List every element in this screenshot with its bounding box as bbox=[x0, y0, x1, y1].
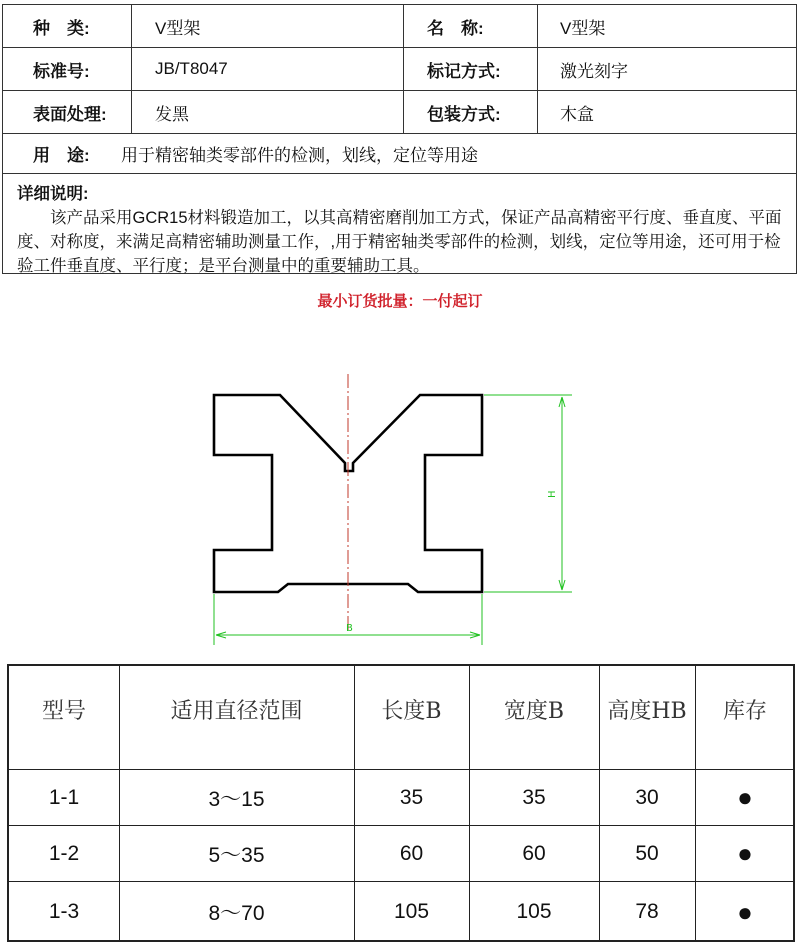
cell-length: 35 bbox=[399, 785, 424, 809]
min-order-notice: 最小订货批量：一付起订 bbox=[317, 293, 483, 310]
table-row bbox=[9, 770, 793, 826]
v-block-drawing bbox=[200, 360, 600, 650]
cell-model: 1-1 bbox=[48, 785, 80, 809]
detail-text: 该产品采用GCR15材料锻造加工，以其高精密磨削加工方式，保证产品高精密平行度、垂直度、平面度、对称度，来满足高精密辅助测量工作，,用于精密轴类零部件的检测，划线，定位等用途，还可用于检验工件垂直度、平行度；是平台测量中的重要辅助工具。 bbox=[17, 209, 782, 275]
cell-width: 35 bbox=[522, 785, 546, 809]
packing-label: 包装方式: bbox=[427, 104, 501, 124]
cell-range: 5～35 bbox=[208, 843, 265, 867]
header-model: 型号 bbox=[41, 699, 86, 724]
header-length: 长度B bbox=[381, 699, 442, 724]
header-width: 宽度B bbox=[503, 699, 565, 724]
usage-value: 用于精密轴类零部件的检测，划线，定位等用途 bbox=[121, 146, 478, 165]
header-height: 高度HB bbox=[607, 699, 687, 724]
standard-label: 标准号: bbox=[33, 61, 90, 81]
cell-width: 105 bbox=[516, 900, 552, 923]
model-table bbox=[7, 664, 795, 942]
stock-dot: ● bbox=[737, 896, 753, 927]
spec-row-surface bbox=[3, 91, 796, 134]
table-row bbox=[9, 826, 793, 882]
cell-width: 60 bbox=[522, 841, 546, 865]
cell-height: 78 bbox=[635, 900, 659, 923]
cell-length: 105 bbox=[393, 900, 430, 923]
cell-model: 1-3 bbox=[48, 900, 80, 923]
spec-row-kind bbox=[3, 5, 796, 48]
spec-table bbox=[2, 4, 797, 274]
cell-height: 50 bbox=[635, 841, 659, 865]
cell-length: 60 bbox=[399, 841, 424, 865]
height-dimension bbox=[484, 395, 572, 592]
kind-label: 种 类: bbox=[33, 18, 90, 38]
cell-height: 30 bbox=[635, 785, 659, 809]
marking-label: 标记方式: bbox=[427, 61, 501, 81]
cell-range: 8～70 bbox=[208, 902, 265, 925]
surface-value: 发黑 bbox=[155, 104, 189, 124]
cell-model: 1-2 bbox=[48, 841, 80, 865]
spec-row-standard bbox=[3, 48, 796, 91]
stock-dot: ● bbox=[737, 782, 753, 812]
packing-value: 木盒 bbox=[560, 104, 594, 124]
height-label: H bbox=[547, 490, 558, 498]
spec-row-detail bbox=[3, 174, 796, 273]
stock-dot: ● bbox=[737, 838, 753, 868]
usage-label: 用 途: bbox=[33, 146, 90, 165]
detail-block bbox=[17, 182, 788, 278]
marking-value: 激光刻字 bbox=[560, 61, 628, 81]
name-value: V型架 bbox=[560, 18, 606, 38]
header-stock: 库存 bbox=[722, 699, 767, 724]
name-label: 名 称: bbox=[427, 18, 484, 38]
kind-value: V型架 bbox=[155, 18, 201, 38]
table-header-row bbox=[9, 666, 793, 770]
header-range: 适用直径范围 bbox=[170, 699, 303, 724]
spec-row-usage bbox=[3, 134, 796, 174]
table-row bbox=[9, 882, 793, 942]
detail-heading: 详细说明: bbox=[17, 185, 89, 203]
cell-range: 3～15 bbox=[208, 787, 265, 811]
width-label: B bbox=[346, 623, 353, 634]
surface-label: 表面处理: bbox=[33, 104, 107, 124]
standard-value: JB/T8047 bbox=[155, 59, 228, 78]
